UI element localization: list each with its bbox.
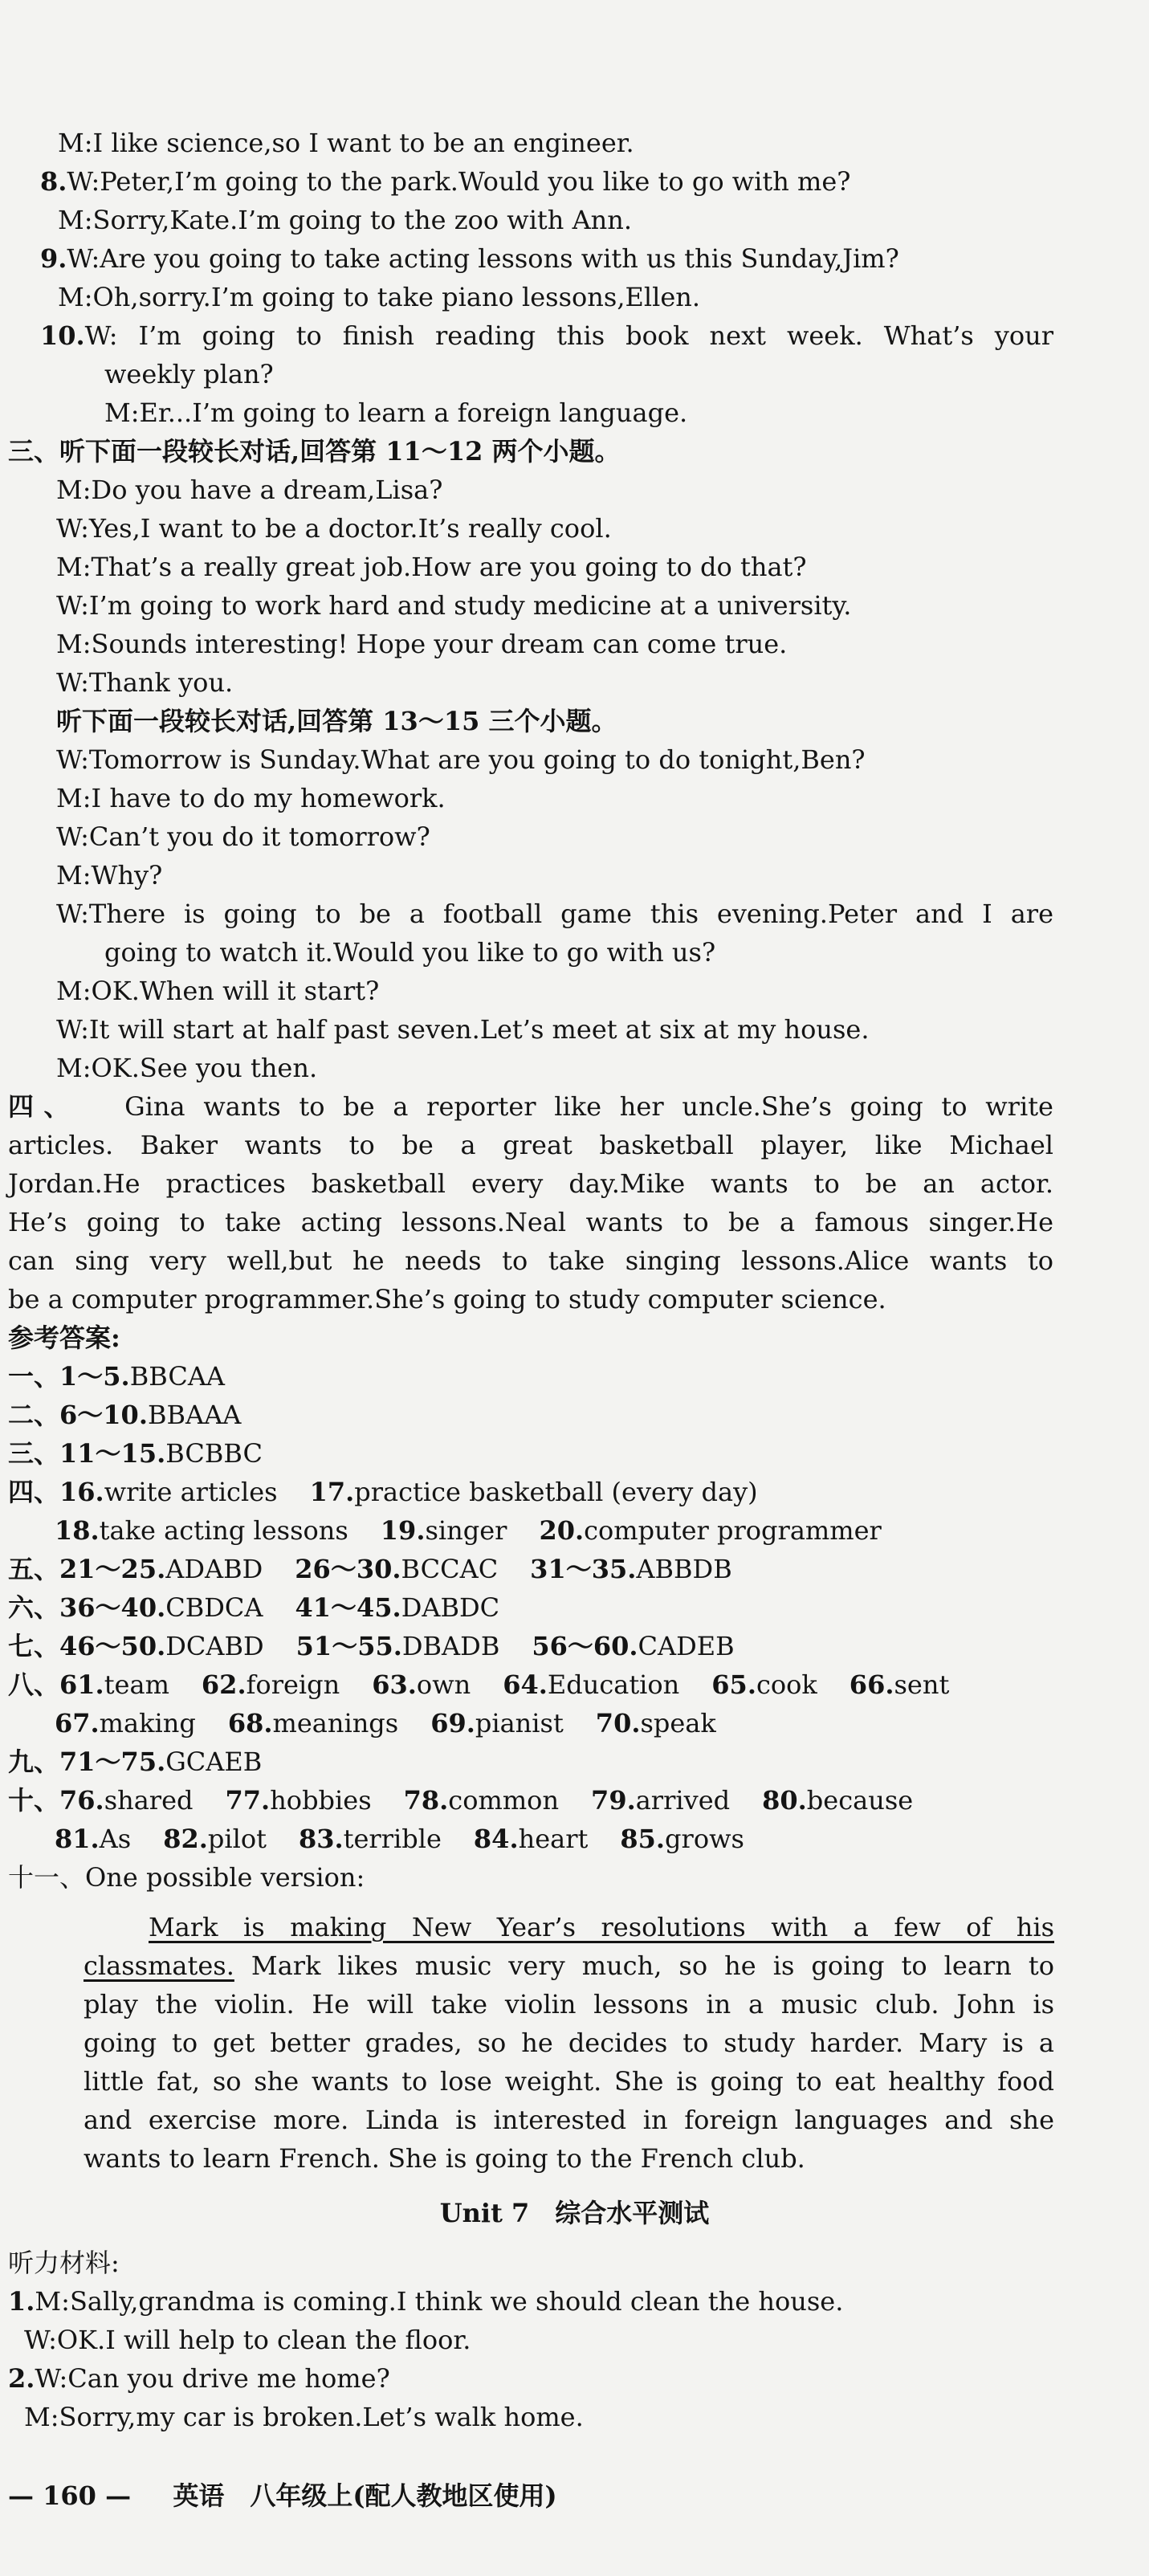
text-line: W:OK.I will help to clean the floor. — [24, 2325, 471, 2355]
page-footer — [8, 2477, 557, 2514]
answer-line: 十、76.shared 77.hobbies 78.common 79.arrived 80.because — [8, 1785, 914, 1816]
essay-line: and exercise more. Linda is interested in foreign languages and she — [84, 2105, 1054, 2135]
answer-line: 二、6～10.BBAAA — [8, 1400, 242, 1430]
text-line: 10.W: I’m going to finish reading this book next week. What’s your — [40, 320, 1053, 351]
text-line: M:Er...I’m going to learn a foreign language. — [104, 397, 688, 428]
essay-line: classmates. Mark likes music very much, so he is going to learn to — [84, 1950, 1054, 1981]
answer-line: 八、61.team 62.foreign 63.own 64.Education 65.cook 66.sent — [8, 1669, 950, 1700]
section-heading: 听下面一段较长对话,回答第 13～15 三个小题。 — [56, 706, 617, 736]
text-line: W:Can’t you do it tomorrow? — [56, 821, 430, 852]
text-line: M:I like science,so I want to be an engineer. — [58, 128, 634, 158]
text-line: M:Sounds interesting! Hope your dream can come true. — [56, 629, 788, 659]
text-line: M:I have to do my homework. — [56, 783, 446, 813]
answer-line: 六、36～40.CBDCA 41～45.DABDC — [8, 1592, 500, 1623]
text-line: weekly plan? — [104, 359, 274, 389]
text-line: can sing very well,but he needs to take singing lessons.Alice wants to — [8, 1245, 1053, 1276]
text-line: M:Oh,sorry.I’m going to take piano lessons,Ellen. — [58, 282, 701, 312]
text-line: 1.M:Sally,grandma is coming.I think we should clean the house. — [8, 2286, 844, 2317]
answer-line: 18.take acting lessons 19.singer 20.computer programmer — [55, 1515, 882, 1546]
answers-heading: 参考答案: — [8, 1323, 120, 1353]
text-line: M:OK.See you then. — [56, 1053, 318, 1083]
text-line: 2.W:Can you drive me home? — [8, 2363, 390, 2394]
text-line: M:Why? — [56, 860, 163, 891]
text-line: going to watch it.Would you like to go with us? — [104, 937, 716, 968]
page-number: — 160 — — [8, 2480, 132, 2511]
essay-line: going to get better grades, so he decides to study harder. Mary is a — [84, 2028, 1054, 2058]
text-line: be a computer programmer.She’s going to study computer science. — [8, 1284, 886, 1314]
text-line: M:OK.When will it start? — [56, 976, 380, 1006]
text-line: M:Sorry,Kate.I’m going to the zoo with Ann. — [58, 205, 633, 235]
essay-line: wants to learn French. She is going to the French club. — [84, 2143, 805, 2174]
unit-title: Unit 7 综合水平测试 — [439, 2198, 710, 2228]
text-line: 8.W:Peter,I’m going to the park.Would you like to go with me? — [40, 166, 851, 197]
answer-line: 九、71～75.GCAEB — [8, 1747, 263, 1777]
book-title: 英语 八年级上(配人教地区使用) — [173, 2480, 557, 2511]
text-line: 四、 Gina wants to be a reporter like her uncle.She’s going to write — [8, 1091, 1053, 1122]
text-line: M:That’s a really great job.How are you going to do that? — [56, 552, 807, 582]
text-line: Jordan.He practices basketball every day.Mike wants to be an actor. — [8, 1168, 1053, 1199]
text-line: He’s going to take acting lessons.Neal wants to be a famous singer.He — [8, 1207, 1053, 1237]
answer-line: 一、1～5.BBCAA — [8, 1361, 226, 1392]
text-line: M:Do you have a dream,Lisa? — [56, 475, 443, 505]
text-line: W:Tomorrow is Sunday.What are you going to do tonight,Ben? — [56, 744, 866, 775]
answer-line: 十一、One possible version: — [8, 1862, 365, 1893]
text-line: 9.W:Are you going to take acting lessons with us this Sunday,Jim? — [40, 243, 899, 274]
answer-line: 四、16.write articles 17.practice basketball (every day) — [8, 1477, 758, 1507]
text-line: W:There is going to be a football game this evening.Peter and I are — [56, 899, 1053, 929]
section-heading: 三、听下面一段较长对话,回答第 11～12 两个小题。 — [8, 436, 621, 467]
essay-line: play the violin. He will take violin lessons in a music club. John is — [84, 1989, 1054, 2020]
answer-line: 七、46～50.DCABD 51～55.DBADB 56～60.CADEB — [8, 1631, 735, 1661]
text-line: M:Sorry,my car is broken.Let’s walk home. — [24, 2402, 584, 2432]
text-line: W:Thank you. — [56, 667, 234, 698]
listening-heading: 听力材料: — [8, 2248, 120, 2278]
answer-line: 81.As 82.pilot 83.terrible 84.heart 85.grows — [55, 1824, 744, 1854]
answer-line: 67.making 68.meanings 69.pianist 70.speak — [55, 1708, 716, 1738]
text-line: W:Yes,I want to be a doctor.It’s really cool. — [56, 513, 612, 544]
essay-line: Mark is making New Year’s resolutions with a few of his — [149, 1912, 1054, 1942]
text-line: W:I’m going to work hard and study medicine at a university. — [56, 590, 852, 621]
essay-line: little fat, so she wants to lose weight. She is going to eat healthy food — [84, 2066, 1054, 2097]
text-line: W:It will start at half past seven.Let’s meet at six at my house. — [56, 1014, 870, 1045]
answer-line: 三、11～15.BCBBC — [8, 1438, 263, 1469]
text-line: articles. Baker wants to be a great basketball player, like Michael — [8, 1130, 1053, 1160]
answer-line: 五、21～25.ADABD 26～30.BCCAC 31～35.ABBDB — [8, 1554, 732, 1584]
